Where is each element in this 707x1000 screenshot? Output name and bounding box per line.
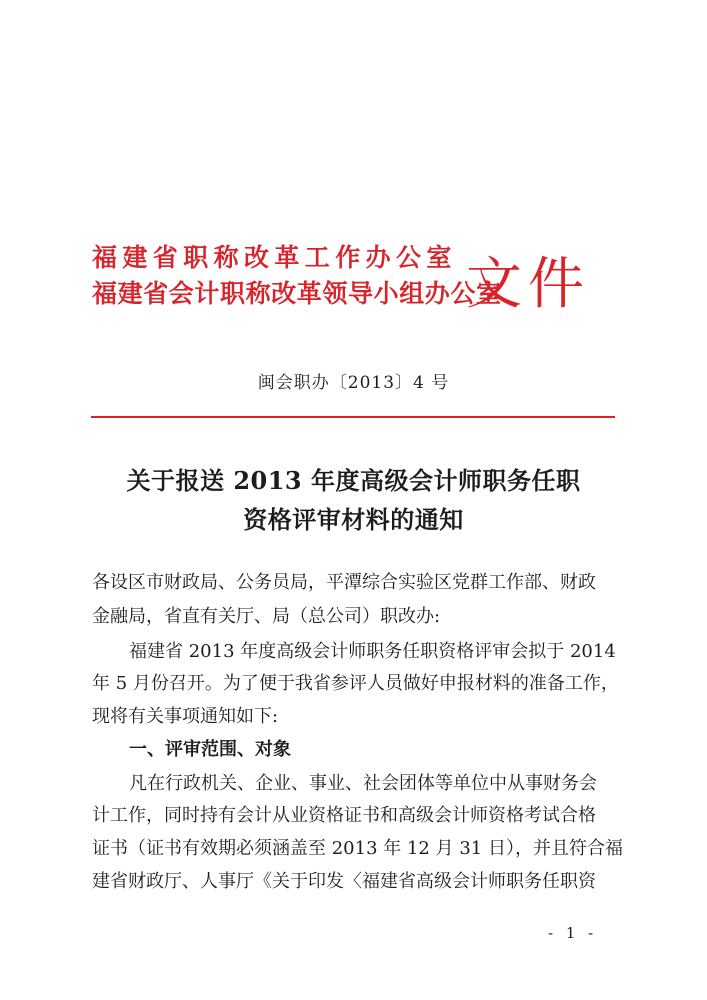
paragraph-2-line-3: 证书（证书有效期必须涵盖至 2013 年 12 月 31 日），并且符合福	[92, 838, 623, 859]
document-title-line-2: 资格评审材料的通知	[243, 505, 464, 534]
paragraph-1-line-1: 福建省 2013 年度高级会计师职务任职资格评审会拟于 2014	[129, 641, 616, 662]
document-type-label: 文件	[466, 252, 590, 317]
document-header	[92, 232, 632, 317]
paragraph-1-line-3: 现将有关事项通知如下:	[92, 706, 279, 727]
paragraph-1-line-2: 年 5 月份召开。为了便于我省参评人员做好申报材料的准备工作，	[92, 673, 619, 694]
paragraph-2-line-1: 凡在行政机关、企业、事业、社会团体等单位中从事财务会	[129, 773, 597, 794]
issuer-name-2: 福建省会计职称改革领导小组办公室	[92, 279, 502, 308]
page-number: - 1 -	[548, 924, 598, 942]
addressee-line-1: 各设区市财政局、公务员局，平潭综合实验区党群工作部、财政	[92, 572, 596, 593]
paragraph-2-line-2: 计工作，同时持有会计从业资格证书和高级会计师资格考试合格	[92, 805, 596, 826]
addressee-line-2: 金融局，省直有关厅、局（总公司）职改办:	[92, 606, 441, 627]
section-1-heading: 一、评审范围、对象	[129, 739, 291, 760]
document-number: 闽会职办〔2013〕4 号	[257, 373, 450, 393]
document-title-line-1: 关于报送 2013 年度高级会计师职务任职	[126, 466, 581, 495]
header-divider	[91, 416, 615, 418]
issuer-name-1: 福建省职称改革工作办公室	[92, 243, 457, 272]
paragraph-2-line-4: 建省财政厅、人事厅《关于印发〈福建省高级会计师职务任职资	[92, 871, 596, 892]
